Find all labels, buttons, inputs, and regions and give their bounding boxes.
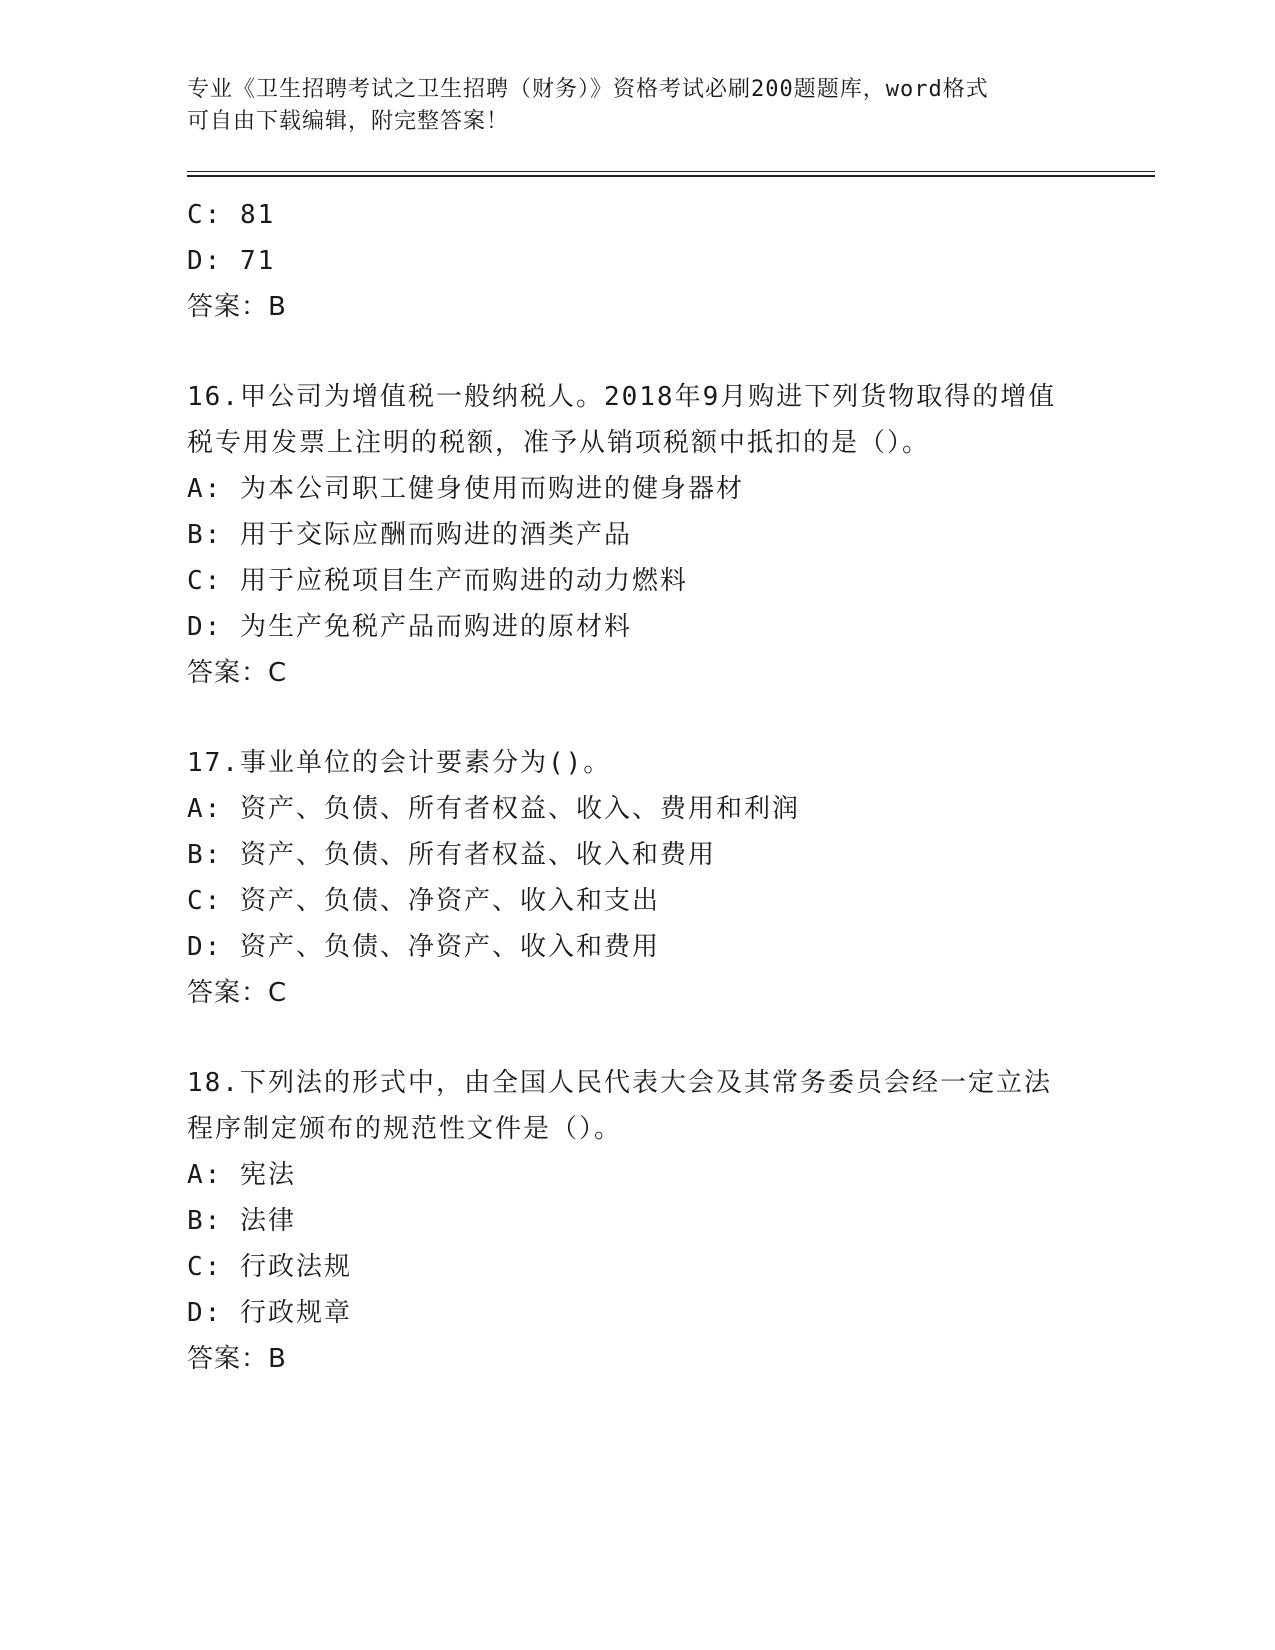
question-17 — [187, 740, 1087, 1016]
option-b: B: 资产、负债、所有者权益、收入和费用 — [187, 840, 716, 870]
header-rule-bottom — [187, 175, 1155, 177]
option-d: D: 71 — [187, 246, 276, 276]
spacer — [187, 1016, 1087, 1060]
question-stem-line: 程序制定颁布的规范性文件是（）。 — [187, 1114, 623, 1144]
previous-question-tail — [187, 192, 1087, 330]
answer-line: 答案：C — [187, 658, 288, 688]
question-stem-line: 16.甲公司为增值税一般纳税人。2018年9月购进下列货物取得的增值 — [187, 382, 1057, 412]
option-c: C: 用于应税项目生产而购进的动力燃料 — [187, 566, 688, 596]
header-rule-top — [187, 171, 1155, 172]
spacer — [187, 696, 1087, 740]
option-a: A: 为本公司职工健身使用而购进的健身器材 — [187, 474, 744, 504]
question-stem-line: 18.下列法的形式中，由全国人民代表大会及其常务委员会经一定立法 — [187, 1068, 1052, 1098]
question-18 — [187, 1060, 1087, 1382]
header-title-line-1: 专业《卫生招聘考试之卫生招聘（财务）》资格考试必刷200题题库，word格式 — [187, 77, 989, 102]
option-d: D: 行政规章 — [187, 1298, 352, 1328]
option-a: A: 宪法 — [187, 1160, 296, 1190]
option-d: D: 资产、负债、净资产、收入和费用 — [187, 932, 660, 962]
question-16 — [187, 374, 1087, 696]
option-b: B: 用于交际应酬而购进的酒类产品 — [187, 520, 632, 550]
option-a: A: 资产、负债、所有者权益、收入、费用和利润 — [187, 794, 800, 824]
header-title-line-2: 可自由下载编辑，附完整答案！ — [187, 109, 510, 134]
option-c: C: 资产、负债、净资产、收入和支出 — [187, 886, 660, 916]
answer-line: 答案：B — [187, 292, 287, 322]
question-content — [187, 192, 1087, 1382]
question-stem-line: 税专用发票上注明的税额，准予从销项税额中抵扣的是（）。 — [187, 428, 931, 458]
answer-line: 答案：C — [187, 978, 288, 1008]
option-d: D: 为生产免税产品而购进的原材料 — [187, 612, 632, 642]
spacer — [187, 330, 1087, 374]
document-header — [187, 74, 1087, 138]
answer-line: 答案：B — [187, 1344, 287, 1374]
option-c: C: 行政法规 — [187, 1252, 352, 1282]
option-b: B: 法律 — [187, 1206, 296, 1236]
option-c: C: 81 — [187, 200, 276, 230]
question-stem-line: 17.事业单位的会计要素分为()。 — [187, 748, 612, 778]
